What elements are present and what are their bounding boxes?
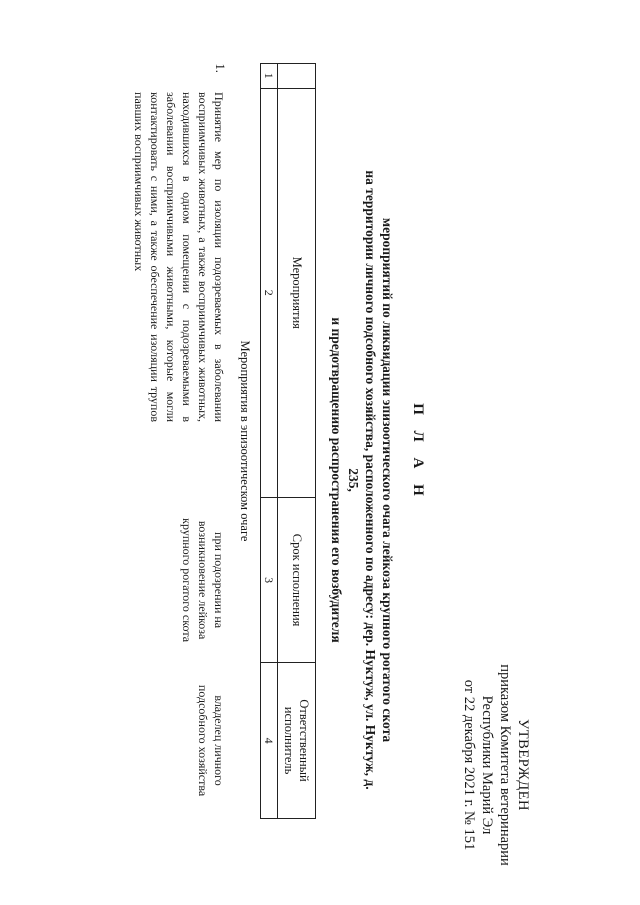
approval-stamp — [460, 650, 532, 880]
plan-subtitle — [328, 170, 396, 790]
row-activity-cell — [131, 88, 230, 498]
header-activities: Мероприятия — [278, 88, 316, 498]
column-number: 2 — [261, 88, 278, 498]
row-number: 1. — [213, 63, 227, 73]
section-title: Мероприятия в эпизоотическом очаге — [238, 340, 253, 542]
plan-table — [131, 63, 316, 819]
header-number-cell — [278, 64, 316, 89]
plan-subtitle-line: мероприятий по ликвидации эпизоотического очага лейкоза крупного рогатого скота — [380, 217, 395, 743]
header-term: Срок исполнения — [278, 498, 316, 663]
column-number: 1 — [261, 64, 278, 89]
header-responsible: Ответственный исполнитель — [278, 663, 316, 819]
approval-line: приказом Комитета ветеринарии — [497, 664, 513, 866]
column-numbers-row — [261, 64, 278, 819]
approval-line: Республики Марий Эл — [479, 695, 495, 835]
column-number: 4 — [261, 663, 278, 819]
approval-title: УТВЕРЖДЕН — [515, 719, 531, 811]
table-row — [131, 64, 230, 819]
row-term-cell — [131, 498, 230, 663]
table-header-row — [278, 64, 316, 819]
row-term: при подозрении на возникновение лейкоза крупного рогатого скота — [180, 518, 226, 643]
row-activity: Принятие мер по изоляции подозреваемых в заболевании восприимчивых животных, а также восприимчивых животных, находившихся в одном помещении с подозреваемыми в заболевании восприимчивыми животными, которые могли контактировать с ними, а также обеспечение изоляции трупов павших восприимчивых животных — [132, 92, 226, 423]
plan-subtitle-line: на территории личного подсобного хозяйства, расположенного по адресу: дер. Нуктуж, ул. Нуктуж, д. 235, — [346, 170, 378, 790]
plan-heading: П Л А Н — [410, 403, 426, 502]
plan-subtitle-line: и предотвращению распространения его возбудителя — [329, 317, 344, 643]
column-number: 3 — [261, 498, 278, 663]
row-responsible: владелец личного подсобного хозяйства — [196, 684, 226, 797]
section-row — [230, 64, 261, 819]
row-responsible-cell — [131, 663, 230, 819]
approval-date: от 22 декабря 2021 г. № 151 — [461, 679, 477, 851]
